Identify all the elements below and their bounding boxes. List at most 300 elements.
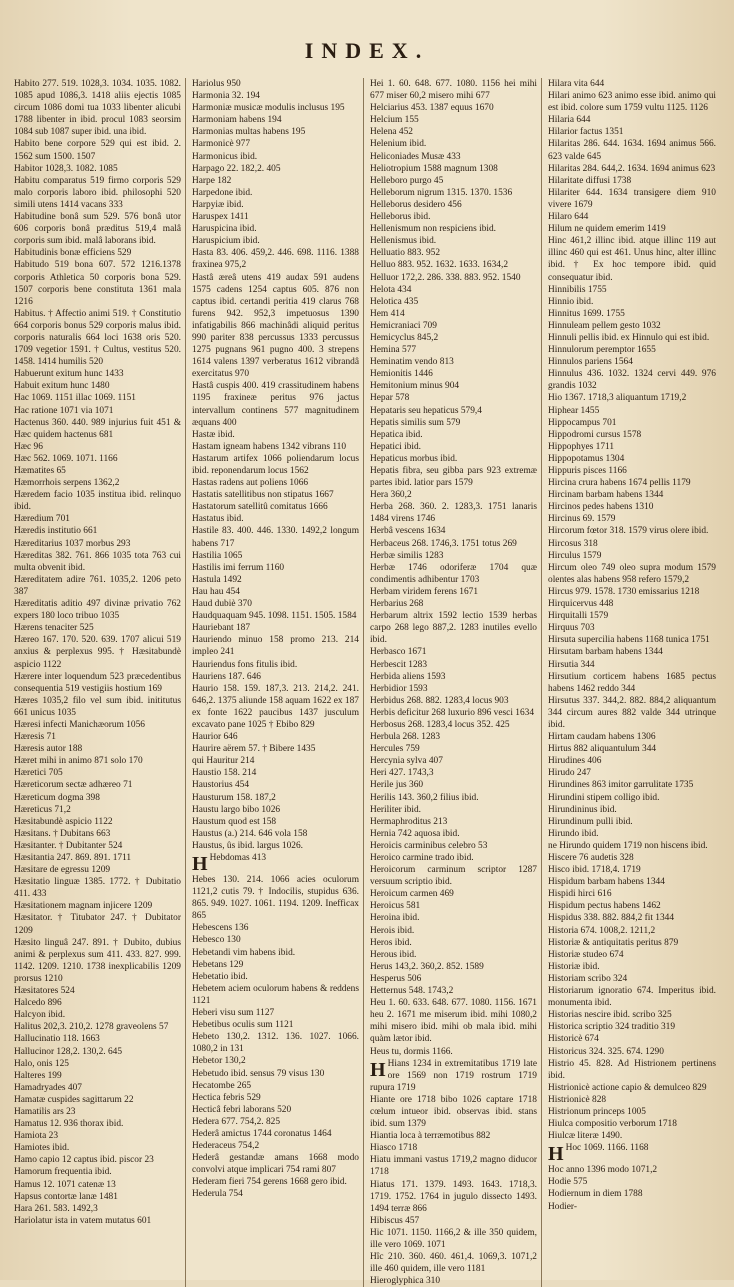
index-entry: Hircosus 318: [548, 538, 598, 549]
index-entry: Hiantia loca à terræmotibus 882: [370, 1131, 491, 1142]
index-entry: Haurire aërem 57. † Bibere 1435: [192, 744, 316, 755]
index-column-1: [14, 78, 186, 1287]
index-entry: Habuit exitum hunc 1480: [14, 381, 110, 392]
index-entry: Hæreticus 71,2: [14, 804, 71, 815]
index-entry: Haruspex 1411: [192, 212, 249, 223]
index-entry: Hastâ cuspis 400. 419 crassitudinem habens 1195 fraxineæ peritus 976 jactus intervallum continens 577 magnitudinem æquans 400: [192, 381, 359, 428]
index-entry: Hellenismus ibid.: [370, 236, 437, 247]
index-entry: Herbidior 1593: [370, 683, 428, 694]
index-entry: Hinnulorum peremptor 1655: [548, 345, 656, 356]
index-entry: Hirquitalli 1579: [548, 611, 609, 622]
index-entry: Hirsutia 344: [548, 659, 595, 670]
index-entry: Hirtam caudam habens 1306: [548, 732, 656, 743]
index-entry: Herous ibid.: [370, 949, 417, 960]
index-entry: Hastilia 1065: [192, 550, 243, 561]
index-entry: Hauriens 187. 646: [192, 671, 261, 682]
index-entry: Historiæ & antiquitatis peritus 879: [548, 937, 679, 948]
index-entry: Halcyon ibid.: [14, 1010, 66, 1021]
index-entry: Helleborus ibid.: [370, 212, 431, 223]
index-entry: Heroina ibid.: [370, 913, 420, 924]
index-entry: Herbasco 1671: [370, 647, 427, 658]
index-entry: Hirsutam barbam habens 1344: [548, 647, 663, 658]
index-entry: Hippopotamus 1304: [548, 453, 625, 464]
index-entry: Hæreditas 382. 761. 866 1035 tota 763 cui multa obvenit ibid.: [14, 550, 181, 573]
page-title: INDEX.: [304, 38, 430, 63]
index-entry: Hastatorum satellitû comitatus 1666: [192, 502, 328, 513]
index-entry: Hallucinatio 118. 1663: [14, 1034, 100, 1045]
index-entry: Hieroglyphica 310: [370, 1276, 441, 1287]
section-initial: H: [370, 1058, 386, 1081]
index-entry: Hodier-: [548, 1201, 577, 1212]
index-entry: Hem 414: [370, 308, 405, 319]
index-entry: Haustio 158. 214: [192, 768, 257, 779]
index-entry: Hæredem facio 1035 institua ibid. relinquo ibid.: [14, 490, 181, 513]
index-entry: Herbæ similis 1283: [370, 550, 444, 561]
index-entry: Herus 143,2. 360,2. 852. 1589: [370, 961, 484, 972]
index-entry: Hirundininus ibid.: [548, 804, 617, 815]
index-entry: Haurio 158. 159. 187,3. 213. 214,2. 241. 646,2. 1375 aliunde 158 aquam 1622 ex 187 ex fonte 1622 paucibus 1437 jusculum excavato pane 1025 † Ebibo 829: [192, 683, 359, 730]
index-entry: Haudquaquam 945. 1098. 1151. 1505. 1584: [192, 611, 357, 622]
index-entry: Hilaritate diffusi 1738: [548, 175, 632, 186]
index-entry: Hispidum barbam habens 1344: [548, 877, 665, 888]
index-entry: Heroicus 581: [370, 901, 421, 912]
index-entry: Hilaritas 284. 644,2. 1634. 1694 animus 623: [548, 163, 716, 174]
index-entry: Hebetibus oculis sum 1121: [192, 1020, 294, 1031]
index-entry: Herbosus 268. 1283,4 locus 352. 425: [370, 719, 510, 730]
index-entry: Hecatombe 265: [192, 1080, 252, 1091]
index-entry: Hara 261. 583. 1492,3: [14, 1203, 98, 1214]
index-entry: Heroicorum carminum scriptor 1287 versuum scriptio ibid.: [370, 865, 537, 888]
index-entry: Herbarius 268: [370, 599, 424, 610]
index-entry: Hirculus 1579: [548, 550, 602, 561]
index-entry: Helleboro purgo 45: [370, 175, 444, 186]
index-entry: Hærens tenaciter 525: [14, 623, 94, 634]
index-entry: Hæsitabundè aspicio 1122: [14, 816, 113, 827]
index-entry: Hariolatur ista in vatem mutatus 601: [14, 1215, 152, 1226]
index-entry: Halo, onis 125: [14, 1058, 69, 1069]
index-entry: Historiæ ibid.: [548, 961, 600, 972]
index-entry: Helcium 155: [370, 115, 419, 126]
index-entry: Hoc 1069. 1166. 1168: [565, 1143, 649, 1154]
index-entry: Helluatio 883. 952: [370, 248, 441, 259]
index-entry: Hilarior factus 1351: [548, 127, 624, 138]
index-entry: Herbida aliens 1593: [370, 671, 446, 682]
index-entry: Hirsuta supercilia habens 1168 tunica 1751: [548, 635, 710, 646]
index-entry: Hæsitantia 247. 869. 891. 1711: [14, 853, 132, 863]
index-entry: Hippuris pisces 1166: [548, 466, 627, 476]
index-entry: Helluo 883. 952. 1632. 1633. 1634,2: [370, 260, 509, 271]
index-entry: Hetternus 548. 1743,2: [370, 986, 454, 997]
index-entry: Historica scriptio 324 traditio 319: [548, 1022, 676, 1033]
index-entry: Hisco ibid. 1718,4. 1719: [548, 865, 641, 876]
index-entry: Hamatæ cuspides sagittarum 22: [14, 1094, 134, 1105]
index-entry: Harmonia 32. 194: [192, 91, 260, 102]
index-entry: Helena 452: [370, 127, 413, 138]
index-entry: Hæreo 167. 170. 520. 639. 1707 alicui 519 anxius & perplexus 995. † Hæsitabundè aspicio 1122: [14, 635, 181, 670]
index-entry: Herbarum altrix 1592 lectio 1539 herbas carpo 268 lego 887,2. 1283 inutiles evello ibid.: [370, 611, 537, 646]
index-entry: Harpedone ibid.: [192, 187, 253, 198]
index-entry: Hastile 83. 400. 446. 1330. 1492,2 longum habens 717: [192, 526, 359, 549]
index-entry: Hic 1071. 1150. 1166,2 & ille 350 quidem, ille vero 1069. 1071: [370, 1227, 537, 1250]
index-entry: Hastatus ibid.: [192, 514, 244, 525]
index-entry: Hamiota 23: [14, 1131, 59, 1142]
index-entry: Hæmorrhois serpens 1362,2: [14, 478, 120, 489]
index-entry: Habito 277. 519. 1028,3. 1034. 1035. 1082. 1085 apud 1086,3. 1418 aliis ejectis 1085 circum 1086 domi tua 1033 libenter alicubi 1788 libenter in ibid. procul 1083 seorsim 1084 sub 1087 super ibid. una ibid.: [14, 79, 181, 138]
index-entry: Helotica 435: [370, 296, 419, 307]
index-entry: Hilara vita 644: [548, 79, 605, 89]
index-entry: Hamorum frequentia ibid.: [14, 1167, 112, 1178]
index-entry: Hinnulus 436. 1032. 1324 cervi 449. 976 grandis 1032: [548, 369, 716, 392]
index-entry: Hau hau 454: [192, 586, 240, 597]
index-entry: Hebetandi vim habens ibid.: [192, 947, 296, 958]
index-entry: Hippocampus 701: [548, 417, 617, 428]
index-entry: Hebdomas 413: [209, 853, 267, 863]
index-entry: Hebeto 130,2. 1312. 136. 1027. 1066. 1080,2 in 131: [192, 1032, 359, 1055]
index-entry: Hinnitus 1699. 1755: [548, 308, 625, 319]
index-entry: Heliconiades Musæ 433: [370, 151, 461, 162]
index-entry: Hepatis fibra, seu gibba pars 923 extremæ partes ibid. latior pars 1579: [370, 466, 537, 489]
index-entry: Hæreditatem adire 761. 1035,2. 1206 peto 387: [14, 574, 181, 597]
index-entry: Hirundinum pulli ibid.: [548, 816, 633, 827]
section-initial: H: [192, 853, 208, 875]
index-entry: Hauriendus fons fitulis ibid.: [192, 659, 298, 670]
index-entry: Herbâ vescens 1634: [370, 526, 446, 537]
index-entry: Hiulca compositio verborum 1718: [548, 1119, 677, 1130]
index-entry: Haustorius 454: [192, 780, 250, 791]
index-entry: Hepatis similis sum 579: [370, 417, 461, 428]
index-entry: Habitor 1028,3. 1082. 1085: [14, 163, 118, 174]
index-entry: Hebetans 129: [192, 959, 244, 970]
index-entry: Hepataris seu hepaticus 579,4: [370, 405, 482, 416]
index-entry: Hirundo ibid.: [548, 828, 599, 839]
index-entry: Hircinus 69. 1579: [548, 514, 616, 525]
index-entry: Hepatica ibid.: [370, 429, 423, 440]
index-entry: Hilaria 644: [548, 115, 591, 126]
index-entry: Habitudine bonâ sum 529. 576 bonâ utor 606 corporis bonâ præditus 519,4 malâ corporis sum ibid. malâ laborans ibid.: [14, 212, 181, 247]
index-entry: Historia 674. 1008,2. 1211,2: [548, 925, 656, 936]
index-entry: Hæsitationem magnam injicere 1209: [14, 901, 153, 912]
index-entry: Hebetudo ibid. sensus 79 visus 130: [192, 1068, 325, 1079]
index-entry: Hemina 577: [370, 345, 417, 356]
index-entry: Hircinam barbam habens 1344: [548, 490, 664, 501]
index-entry: Harmonias multas habens 195: [192, 127, 306, 138]
index-entry: Hilari animo 623 animo esse ibid. animo qui est ibid. colore sum 1759 vultu 1125. 1126: [548, 91, 716, 114]
index-entry: Hæsitatores 524: [14, 986, 75, 997]
index-entry: Heriliter ibid.: [370, 804, 422, 815]
index-entry: Hæc 562. 1069. 1071. 1166: [14, 453, 118, 464]
index-entry: Hastâ æreâ utens 419 audax 591 audens 1575 cadens 1254 captus 605. 876 non captus ibid. certandi peritia 419 clarus 768 furens 942. 952,3 impetuosus 1390 infatigabilis 866 machinâdi aliquid peritus 990 pariter 838 percussus 1333 percussus 1275 pugnans 961 pugno 400. 3 strepens 1614 valens 1397 verberatus 1612 vibrandâ exercitatus 970: [192, 272, 359, 380]
index-entry: Herbescit 1283: [370, 659, 428, 670]
index-entry: Hirquicervus 448: [548, 599, 614, 610]
index-entry: Hausturum 158. 187,2: [192, 792, 276, 803]
index-entry: Hamo capio 12 captus ibid. piscor 23: [14, 1155, 154, 1166]
index-entry: Hamatilis ars 23: [14, 1106, 76, 1117]
index-entry: Hastarum artifex 1066 poliendarum locus ibid. reponendarum locus 1562: [192, 453, 359, 476]
index-entry: Hebetor 130,2: [192, 1056, 246, 1067]
index-entry: Hemicraniaci 709: [370, 320, 437, 331]
index-entry: Hiante ore 1718 bibo 1026 captare 1718 cœlum intueor ibid. observas ibid. stans ibid. sum 1379: [370, 1094, 537, 1130]
index-entry: Herbis deficitur 268 luxurio 896 vesci 1634: [370, 707, 535, 718]
index-entry: Hæresis 71: [14, 732, 56, 743]
index-entry: Haustu largo bibo 1026: [192, 804, 281, 815]
index-entry: Hemicyclus 845,2: [370, 332, 439, 343]
index-entry: Historias nescire ibid. scribo 325: [548, 1010, 672, 1021]
index-entry: Helleborus desidero 456: [370, 199, 462, 210]
index-entry: Hauriebant 187: [192, 623, 251, 634]
index-entry: Hamatus 12. 936 thorax ibid.: [14, 1119, 124, 1130]
index-entry: Hiatu immani vastus 1719,2 magno diducor 1718: [370, 1155, 537, 1178]
index-entry: Hebesco 130: [192, 935, 241, 946]
index-entry: Historiam scribo 324: [548, 973, 628, 984]
index-entry: Herbam viridem ferens 1671: [370, 586, 479, 597]
index-entry: Hæredis institutio 661: [14, 526, 98, 537]
index-column-4: [548, 78, 720, 1287]
index-entry: Hesperus 506: [370, 973, 422, 984]
index-entry: Hirudo 247: [548, 768, 591, 779]
index-entry: Hiulcæ literæ 1490.: [548, 1131, 623, 1142]
index-entry: Hemitonium minus 904: [370, 381, 460, 392]
index-entry: Haruspicium ibid.: [192, 236, 260, 247]
index-entry: Heus tu, dormis 1166.: [370, 1046, 453, 1057]
index-entry: Habuerunt exitum hunc 1433: [14, 369, 124, 380]
index-entry: Hedera 677. 754,2. 825: [192, 1116, 281, 1127]
index-entry: Heliotropium 1588 magnum 1308: [370, 163, 498, 174]
index-entry: Hircina crura habens 1674 pellis 1179: [548, 478, 691, 489]
index-entry: Hæsitator. † Titubator 247. † Dubitator 1209: [14, 913, 181, 936]
index-entry: Hodiernum in diem 1788: [548, 1189, 643, 1200]
index-entry: Hederaceus 754,2: [192, 1141, 260, 1152]
index-entry: Hæredium 701: [14, 514, 70, 525]
index-entry: Hebetatio ibid.: [192, 971, 248, 982]
index-entry: Hilariter 644. 1634 transigere diem 910 vivere 1679: [548, 187, 716, 210]
index-entry: Heros ibid.: [370, 937, 412, 948]
index-entry: Harpago 22. 182,2. 405: [192, 163, 281, 174]
index-entry: Heroico carmine trado ibid.: [370, 853, 474, 863]
index-entry: Hæreditarius 1037 morbus 293: [14, 538, 131, 549]
index-entry: Hircorum fœtor 318. 1579 virus olere ibid.: [548, 526, 709, 537]
index-entry: Halcedo 896: [14, 998, 62, 1009]
index-entry: Hiasco 1718: [370, 1143, 418, 1154]
index-entry: Hiscere 76 audetis 328: [548, 853, 634, 863]
index-entry: Hera 360,2: [370, 490, 412, 501]
index-entry: Hastatis satellitibus non stipatus 1667: [192, 490, 334, 501]
index-entry: Hercules 759: [370, 744, 420, 755]
index-entry: Hariolus 950: [192, 79, 241, 89]
index-entry: Hæsitatio linguæ 1385. 1772. † Dubitatio 411. 433: [14, 877, 181, 900]
index-entry: Hæret mihi in animo 871 solo 170: [14, 756, 143, 767]
index-entry: Hilaritas 286. 644. 1634. 1694 animus 566. 623 valde 645: [548, 139, 716, 162]
index-entry: Heroicis carminibus celebro 53: [370, 840, 488, 851]
index-entry: Historicè 674: [548, 1034, 599, 1045]
index-entry: Hæres 1035,2 filo vel sum ibid. inititutus 661 unicus 1035: [14, 695, 181, 718]
index-entry: Helleborum nigrum 1315. 1370. 1536: [370, 187, 513, 198]
index-columns: [14, 78, 720, 1287]
index-entry: Helenium ibid.: [370, 139, 427, 150]
index-entry: Hircinos pedes habens 1310: [548, 502, 654, 513]
index-entry: Herois ibid.: [370, 925, 415, 936]
index-entry: Hirundines 863 imitor garrulitate 1735: [548, 780, 694, 791]
index-entry: Historicus 324. 325. 674. 1290: [548, 1046, 664, 1057]
index-entry: Hians 1234 in extremitatibus 1719 late ore 1569 non 1719 rostrum 1719 rupura 1719: [370, 1058, 537, 1093]
index-entry: Hispidus 338. 882. 884,2 fit 1344: [548, 913, 675, 924]
index-entry: Hilum ne quidem emerim 1419: [548, 224, 666, 235]
index-entry: Histrio 45. 828. Ad Histrionem pertinens ibid.: [548, 1058, 716, 1081]
index-entry: Habitus. † Affectio animi 519. † Constitutio 664 corporis bonus 529 corporis malus ibid. corporis naturalis 664 loci 1638 oris 520. 1709 vegetior 1591. † Cultus, vestitus 520. 1458. 1414 humilis 520: [14, 308, 181, 368]
index-entry: Haustus (a.) 214. 646 vola 158: [192, 828, 308, 839]
index-entry: Hecticâ febri laborans 520: [192, 1104, 292, 1115]
index-entry: Helluor 172,2. 286. 338. 883. 952. 1540: [370, 272, 521, 283]
index-entry: Hæsito linguâ 247. 891. † Dubito, dubius animi & perplexus sum 411. 433. 827. 999. 1142. 1209. 1210. 1738 inexplicabilis 1209 prorsus 1210: [14, 937, 181, 984]
index-entry: Hæsitans. † Dubitans 663: [14, 828, 111, 839]
index-entry: Hinnulos pariens 1564: [548, 357, 633, 368]
index-entry: qui Hauritur 214: [192, 756, 255, 767]
index-entry: Hectica febris 529: [192, 1092, 261, 1103]
index-entry: Harpe 182: [192, 175, 232, 186]
index-entry: Histrionicè 828: [548, 1094, 607, 1105]
index-entry: Hamadryades 407: [14, 1082, 82, 1093]
index-entry: Hederula 754: [192, 1189, 243, 1200]
index-entry: Hermaphroditus 213: [370, 816, 448, 827]
index-entry: Hauriendo minuo 158 promo 213. 214 impleo 241: [192, 635, 359, 658]
section-initial: H: [548, 1143, 564, 1166]
index-entry: Haruspicina ibid.: [192, 224, 257, 235]
index-entry: Hircum oleo 749 oleo supra modum 1579 olentes alas habens 958 refero 1579,2: [548, 562, 716, 585]
index-entry: Hamus 12. 1071 catenæ 13: [14, 1179, 116, 1190]
index-entry: Histrionum princeps 1005: [548, 1106, 646, 1117]
index-entry: Hæreticorum sectæ adhæreo 71: [14, 780, 133, 791]
index-entry: Hellenismum non respiciens ibid.: [370, 224, 497, 235]
index-entry: Hac 1069. 1151 illac 1069. 1151: [14, 393, 136, 404]
index-entry: Hebetem aciem oculorum habens & reddens 1121: [192, 983, 359, 1006]
index-entry: Hinnuleam pellem gesto 1032: [548, 320, 661, 331]
index-entry: Hederâ gestandæ amans 1668 modo convolvi atque implicari 754 rami 807: [192, 1153, 359, 1176]
index-entry: Hippodromi cursus 1578: [548, 429, 642, 440]
index-entry: Hamiotes ibid.: [14, 1143, 70, 1154]
index-entry: Hinnibilis 1755: [548, 284, 607, 295]
index-entry: Hederam fieri 754 gerens 1668 gero ibid.: [192, 1177, 347, 1188]
index-entry: Hiatus 171. 1379. 1493. 1643. 1718,3. 1719. 1752. 1764 in jugulo dissecto 1493. 1494 terræ 866: [370, 1179, 537, 1214]
index-entry: Hippophyes 1711: [548, 441, 615, 452]
index-entry: Hercynia sylva 407: [370, 756, 443, 767]
index-entry: Hastula 1492: [192, 574, 242, 585]
index-entry: Herbæ 1746 odoriferæ 1704 quæ condimentis adhibentur 1703: [370, 562, 537, 585]
index-column-2: [192, 78, 364, 1287]
index-entry: Hepatici ibid.: [370, 441, 422, 452]
index-entry: Hastilis imi ferrum 1160: [192, 562, 285, 573]
index-entry: Herbidus 268. 882. 1283,4 locus 903: [370, 695, 509, 706]
index-entry: Halteres 199: [14, 1070, 62, 1081]
index-column-3: [370, 78, 542, 1287]
index-entry: Heu 1. 60. 633. 648. 677. 1080. 1156. 1671 heu 2. 1671 me miserum ibid. mihi 1080,2 mihi misero ibid. mihi ob mala ibid. mihi quàm lætor ibid.: [370, 998, 537, 1045]
index-entry: Herbaceus 268. 1746,3. 1751 totus 269: [370, 538, 517, 549]
index-entry: Hoc anno 1396 modo 1071,2: [548, 1165, 658, 1176]
index-entry: Hebes 130. 214. 1066 acies oculorum 1121,2 cutis 79. † Indocilis, stupidus 636. 865. 949. 1027. 1061. 1194. 1209. Inefficax 865: [192, 875, 359, 922]
index-entry: Hodie 575: [548, 1177, 588, 1188]
index-entry: Herbula 268. 1283: [370, 732, 441, 743]
index-entry: Hircus 979. 1578. 1730 emissarius 1218: [548, 586, 700, 597]
index-entry: Hibiscus 457: [370, 1215, 420, 1226]
index-entry: Hac ratione 1071 via 1071: [14, 405, 114, 416]
index-entry: Histrionicè actione capio & demulceo 829: [548, 1082, 707, 1093]
index-entry: Haud dubiè 370: [192, 599, 252, 610]
index-entry: Hei 1. 60. 648. 677. 1080. 1156 hei mihi 677 miser 60,2 misero mihi 677: [370, 79, 537, 102]
index-entry: Haurior 646: [192, 732, 238, 743]
index-entry: Historiarum ignoratio 674. Imperitus ibid. monumenta ibid.: [548, 986, 716, 1009]
index-entry: Hasta 83. 406. 459,2. 446. 698. 1116. 1388 fraxinea 975,2: [192, 248, 359, 271]
index-entry: Halitus 202,3. 210,2. 1278 graveolens 57: [14, 1022, 169, 1033]
index-entry: Hirquus 703: [548, 623, 595, 634]
index-entry: Hæreditatis aditio 497 divinæ privatio 762 expers 180 loco tribuo 1035: [14, 599, 181, 622]
index-entry: Habito bene corpore 529 qui est ibid. 2. 1562 sum 1500. 1507: [14, 139, 181, 162]
index-entry: Hastas radens aut poliens 1066: [192, 478, 309, 489]
index-entry: Hirundini stipem colligo ibid.: [548, 792, 660, 803]
index-entry: Haustum quod est 158: [192, 816, 277, 827]
index-entry: Hæretici 705: [14, 768, 63, 779]
index-entry: Harmonicè 977: [192, 139, 251, 150]
index-entry: Historiæ studeo 674: [548, 949, 624, 960]
index-entry: Hîc 210. 360. 460. 461,4. 1069,3. 1071,2 ille 460 quidem, ille vero 1181: [370, 1252, 537, 1275]
index-entry: Hirsutus 337. 344,2. 882. 884,2 aliquantum 344 circum aures 882 valde 344 utrinque ibid.: [548, 695, 716, 730]
index-entry: Hinnuli pellis ibid. ex Hinnulo qui est ibid.: [548, 332, 710, 343]
index-entry: Heberi visu sum 1127: [192, 1008, 275, 1019]
index-entry: Hæsitare de egressu 1209: [14, 865, 111, 876]
index-entry: Hirudines 406: [548, 756, 602, 767]
index-entry: Heroicum carmen 469: [370, 889, 454, 900]
index-entry: Hæresi infecti Manichæorum 1056: [14, 719, 145, 730]
index-entry: Hiphear 1455: [548, 405, 600, 416]
index-entry: Hæc 96: [14, 441, 43, 452]
index-entry: Habitudinis bonæ efficiens 529: [14, 248, 132, 259]
index-entry: Hilaro 644: [548, 212, 589, 223]
index-entry: Harmonicus ibid.: [192, 151, 258, 162]
index-entry: Herba 268. 360. 2. 1283,3. 1751 lanaris 1484 virens 1746: [370, 502, 537, 525]
index-entry: Hinnio ibid.: [548, 296, 594, 307]
index-entry: Hio 1367. 1718,3 aliquantum 1719,2: [548, 393, 687, 404]
index-entry: Hederâ amictus 1744 coronatus 1464: [192, 1128, 332, 1139]
index-entry: Helota 434: [370, 284, 412, 295]
index-entry: Heminatim vendo 813: [370, 357, 454, 368]
index-entry: Hispidum pectus habens 1462: [548, 901, 661, 912]
index-entry: Hispidi hirci 616: [548, 889, 612, 900]
index-entry: Habitu comparatus 519 firmo corporis 529 malo corporis laboro ibid. philosophi 520 simili utens 1414 vacans 333: [14, 175, 181, 210]
index-entry: Hinc 461,2 illinc ibid. atque illinc 119 aut illinc 460 qui est 461. Unus hinc, alter illinc ibid. † Ex hoc tempore ibid. quid consequatur ibid.: [548, 236, 716, 283]
index-entry: Herile jus 360: [370, 780, 424, 791]
index-entry: Hepaticus morbus ibid.: [370, 453, 458, 464]
index-entry: Hæreticum dogma 398: [14, 792, 100, 803]
index-entry: Hastæ ibid.: [192, 429, 235, 440]
index-entry: Harmoniam habens 194: [192, 115, 282, 126]
index-entry: Hactenus 360. 440. 989 injurius fuit 451 & Hæc quidem hactenus 681: [14, 417, 181, 440]
index-entry: Hirtus 882 aliquantulum 344: [548, 744, 657, 755]
index-entry: Harmoniæ musicæ modulis inclusus 195: [192, 103, 345, 114]
index-entry: Hæmatites 65: [14, 466, 66, 476]
index-entry: Hernia 742 aquosa ibid.: [370, 828, 460, 839]
index-entry: Hæresis autor 188: [14, 744, 83, 755]
index-entry: Harpyiæ ibid.: [192, 199, 244, 210]
index-entry: Hemionitis 1446: [370, 369, 433, 380]
index-entry: Hirsutium corticem habens 1685 pectus habens 1462 reddo 344: [548, 671, 716, 694]
index-entry: Heri 427. 1743,3: [370, 768, 434, 779]
index-entry: Hæsitanter. † Dubitanter 524: [14, 840, 123, 851]
index-entry: Hapsus contortæ lanæ 1481: [14, 1191, 118, 1202]
index-entry: Herilis 143. 360,2 filius ibid.: [370, 792, 479, 803]
index-entry: Hebescens 136: [192, 923, 249, 934]
index-entry: Hepar 578: [370, 393, 410, 404]
index-entry: Habitudo 519 bona 607. 572 1216.1378 corporis Athletica 50 corporis bona 529. 1507 corporis bene constituta 1361 mala 1216: [14, 260, 181, 307]
index-entry: Haustus, ûs ibid. largus 1026.: [192, 840, 304, 851]
index-entry: Helciarius 453. 1387 equus 1670: [370, 103, 494, 114]
index-entry: ne Hirundo quidem 1719 non hiscens ibid.: [548, 840, 708, 851]
